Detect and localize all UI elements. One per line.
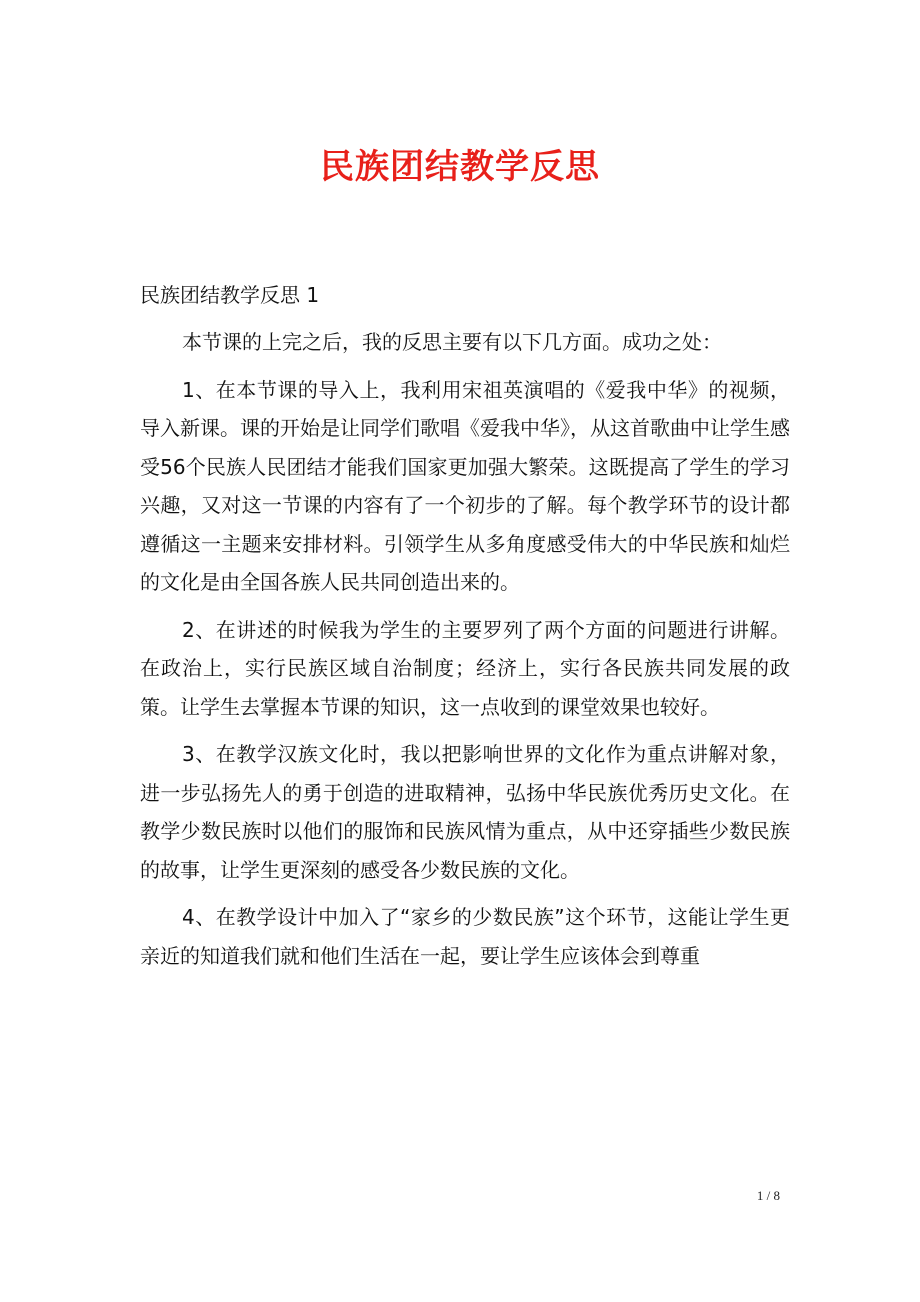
paragraph-2: 2、在讲述的时候我为学生的主要罗列了两个方面的问题进行讲解。在政治上，实行民族区域自治制度；经济上，实行各民族共同发展的政策。让学生去掌握本节课的知识，这一点收到的课堂效果也较好。 [140, 617, 790, 719]
paragraph-intro: 本节课的上完之后，我的反思主要有以下几方面。成功之处： [182, 330, 722, 354]
paragraph-3: 3、在教学汉族文化时，我以把影响世界的文化作为重点讲解对象，进一步弘扬先人的勇于创造的进取精神，弘扬中华民族优秀历史文化。在教学少数民族时以他们的服饰和民族风情为重点，从中还穿插些少数民族的故事，让学生更深刻的感受各少数民族的文化。 [140, 742, 790, 882]
document-body [140, 276, 790, 984]
document-title: 民族团结教学反思 [320, 147, 600, 187]
section-heading: 民族团结教学反思 1 [140, 283, 320, 307]
paragraph-4: 4、在教学设计中加入了“家乡的少数民族”这个环节，这能让学生更亲近的知道我们就和他们生活在一起，要让学生应该体会到尊重 [140, 905, 790, 968]
paragraph-1: 1、在本节课的导入上，我利用宋祖英演唱的《爱我中华》的视频，导入新课。课的开始是让同学们歌唱《爱我中华》，从这首歌曲中让学生感受56个民族人民团结才能我们国家更加强大繁荣。这既提高了学生的学习兴趣，又对这一节课的内容有了一个初步的了解。每个教学环节的设计都遵循这一主题来安排材料。引领学生从多角度感受伟大的中华民族和灿烂的文化是由全国各族人民共同创造出来的。 [140, 377, 790, 594]
page-number: 1 / 8 [756, 1188, 780, 1203]
